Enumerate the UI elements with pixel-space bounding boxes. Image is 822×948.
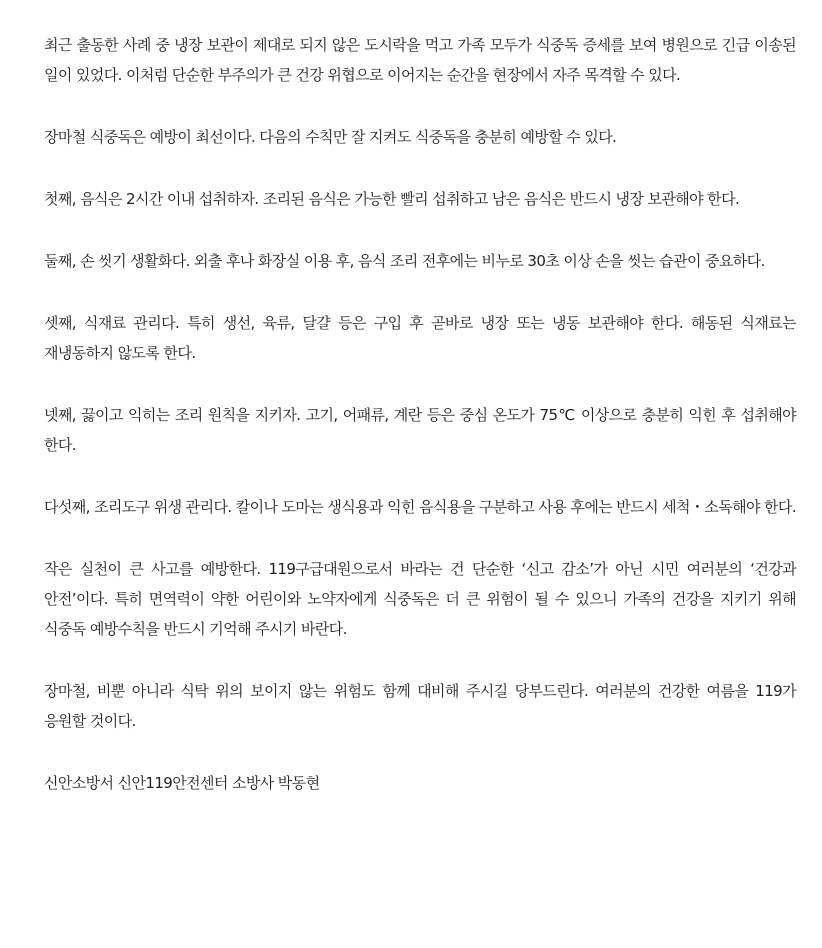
paragraph-intro-case: 최근 출동한 사례 중 냉장 보관이 제대로 되지 않은 도시락을 먹고 가족 모두가 식중독 증세를 보여 병원으로 긴급 이송된 일이 있었다. 이처럼 단순한 부주의가 큰 건강 위협으로 이어지는 순간을 현장에서 자주 목격할 수 있다.: [44, 36, 796, 84]
article-body: [44, 30, 796, 798]
paragraph-rule-4: 넷째, 끓이고 익히는 조리 원칙을 지키자. 고기, 어패류, 계란 등은 중심 온도가 75℃ 이상으로 충분히 익힌 후 섭취해야 한다.: [44, 406, 796, 454]
paragraph-closing: 작은 실천이 큰 사고를 예방한다. 119구급대원으로서 바라는 건 단순한 ‘신고 감소’가 아닌 시민 여러분의 ‘건강과 안전’이다. 특히 면역력이 약한 어린이와 노약자에게 식중독은 더 큰 위험이 될 수 있으니 가족의 건강을 지키기 위해 식중독 예방수칙을 반드시 기억해 주시기 바란다.: [44, 560, 796, 638]
paragraph-rule-2: 둘째, 손 씻기 생활화다. 외출 후나 화장실 이용 후, 음식 조리 전후에는 비누로 30초 이상 손을 씻는 습관이 중요하다.: [44, 252, 765, 270]
paragraph-final-appeal: 장마철, 비뿐 아니라 식탁 위의 보이지 않는 위험도 함께 대비해 주시길 당부드린다. 여러분의 건강한 여름을 119가 응원할 것이다.: [44, 682, 796, 730]
paragraph-rule-5: 다섯째, 조리도구 위생 관리다. 칼이나 도마는 생식용과 익힌 음식용을 구분하고 사용 후에는 반드시 세척・소독해야 한다.: [44, 498, 796, 516]
paragraph-prevention-lead: 장마철 식중독은 예방이 최선이다. 다음의 수칙만 잘 지켜도 식중독을 충분히 예방할 수 있다.: [44, 128, 617, 146]
paragraph-rule-3: 셋째, 식재료 관리다. 특히 생선, 육류, 달걀 등은 구입 후 곧바로 냉장 또는 냉동 보관해야 한다. 해동된 식재료는 재냉동하지 않도록 한다.: [44, 314, 796, 362]
author-byline: 신안소방서 신안119안전센터 소방사 박동현: [44, 774, 320, 792]
paragraph-rule-1: 첫째, 음식은 2시간 이내 섭취하자. 조리된 음식은 가능한 빨리 섭취하고 남은 음식은 반드시 냉장 보관해야 한다.: [44, 190, 740, 208]
